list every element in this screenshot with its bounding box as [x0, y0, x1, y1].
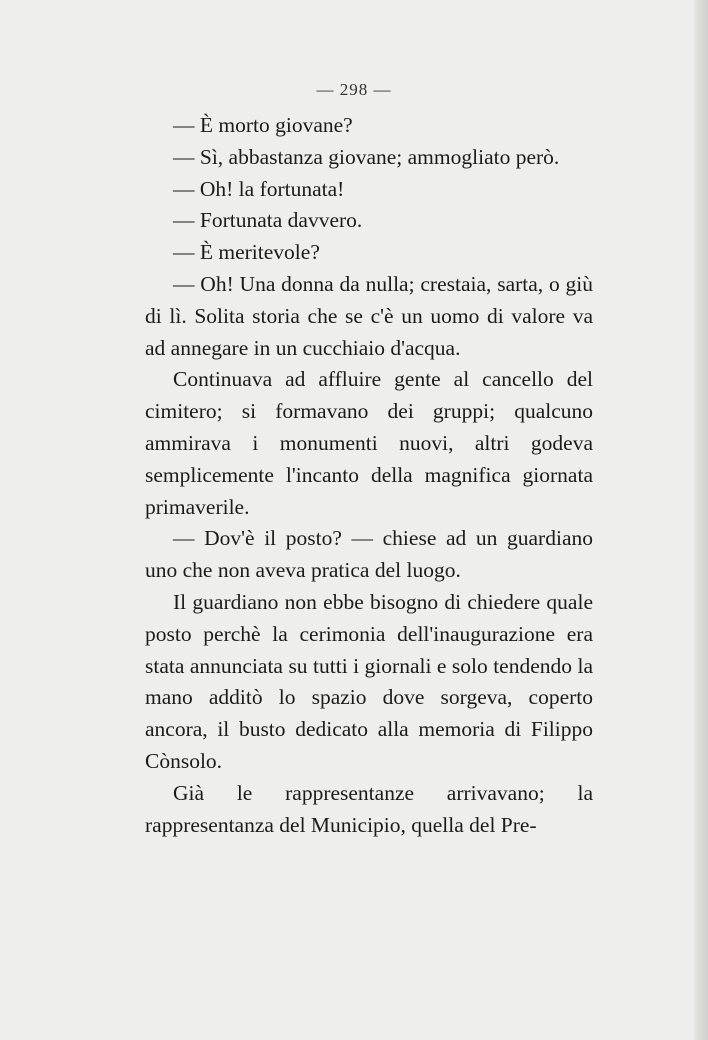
paragraph: — Oh! Una donna da nulla; crestaia, sarta, o giù di lì. Solita storia che se c'è un uomo di valore va ad annegare in un cucchiaio d'acqua.	[145, 271, 593, 360]
body-text	[145, 110, 593, 841]
paragraph: Continuava ad affluire gente al cancello del cimitero; si formavano dei gruppi; qualcuno ammirava i monumenti nuovi, altri godeva semplicemente l'incanto della magnifica giornata primaverile.	[145, 367, 593, 519]
paragraph: Il guardiano non ebbe bisogno di chiedere quale posto perchè la cerimonia dell'inaugurazione era stata annunciata su tutti i giornali e solo tendendo la mano additò lo spazio dove sorgeva, coperto ancora, il busto dedicato alla memoria di Filippo Cònsolo.	[145, 589, 593, 773]
page-number: — 298 —	[316, 80, 392, 99]
paragraph: — Fortunata davvero.	[173, 208, 363, 233]
paragraph: — Sì, abbastanza giovane; ammogliato però.	[173, 144, 560, 169]
paragraph: Già le rappresentanze arrivavano; la rappresentanza del Municipio, quella del Pre-	[145, 780, 593, 837]
page-edge	[694, 0, 708, 1040]
paragraph: — Oh! la fortunata!	[173, 176, 345, 201]
paragraph: — Dov'è il posto? — chiese ad un guardiano uno che non aveva pratica del luogo.	[145, 526, 593, 583]
paragraph: — È morto giovane?	[173, 113, 353, 137]
paragraph: — È meritevole?	[173, 240, 320, 265]
